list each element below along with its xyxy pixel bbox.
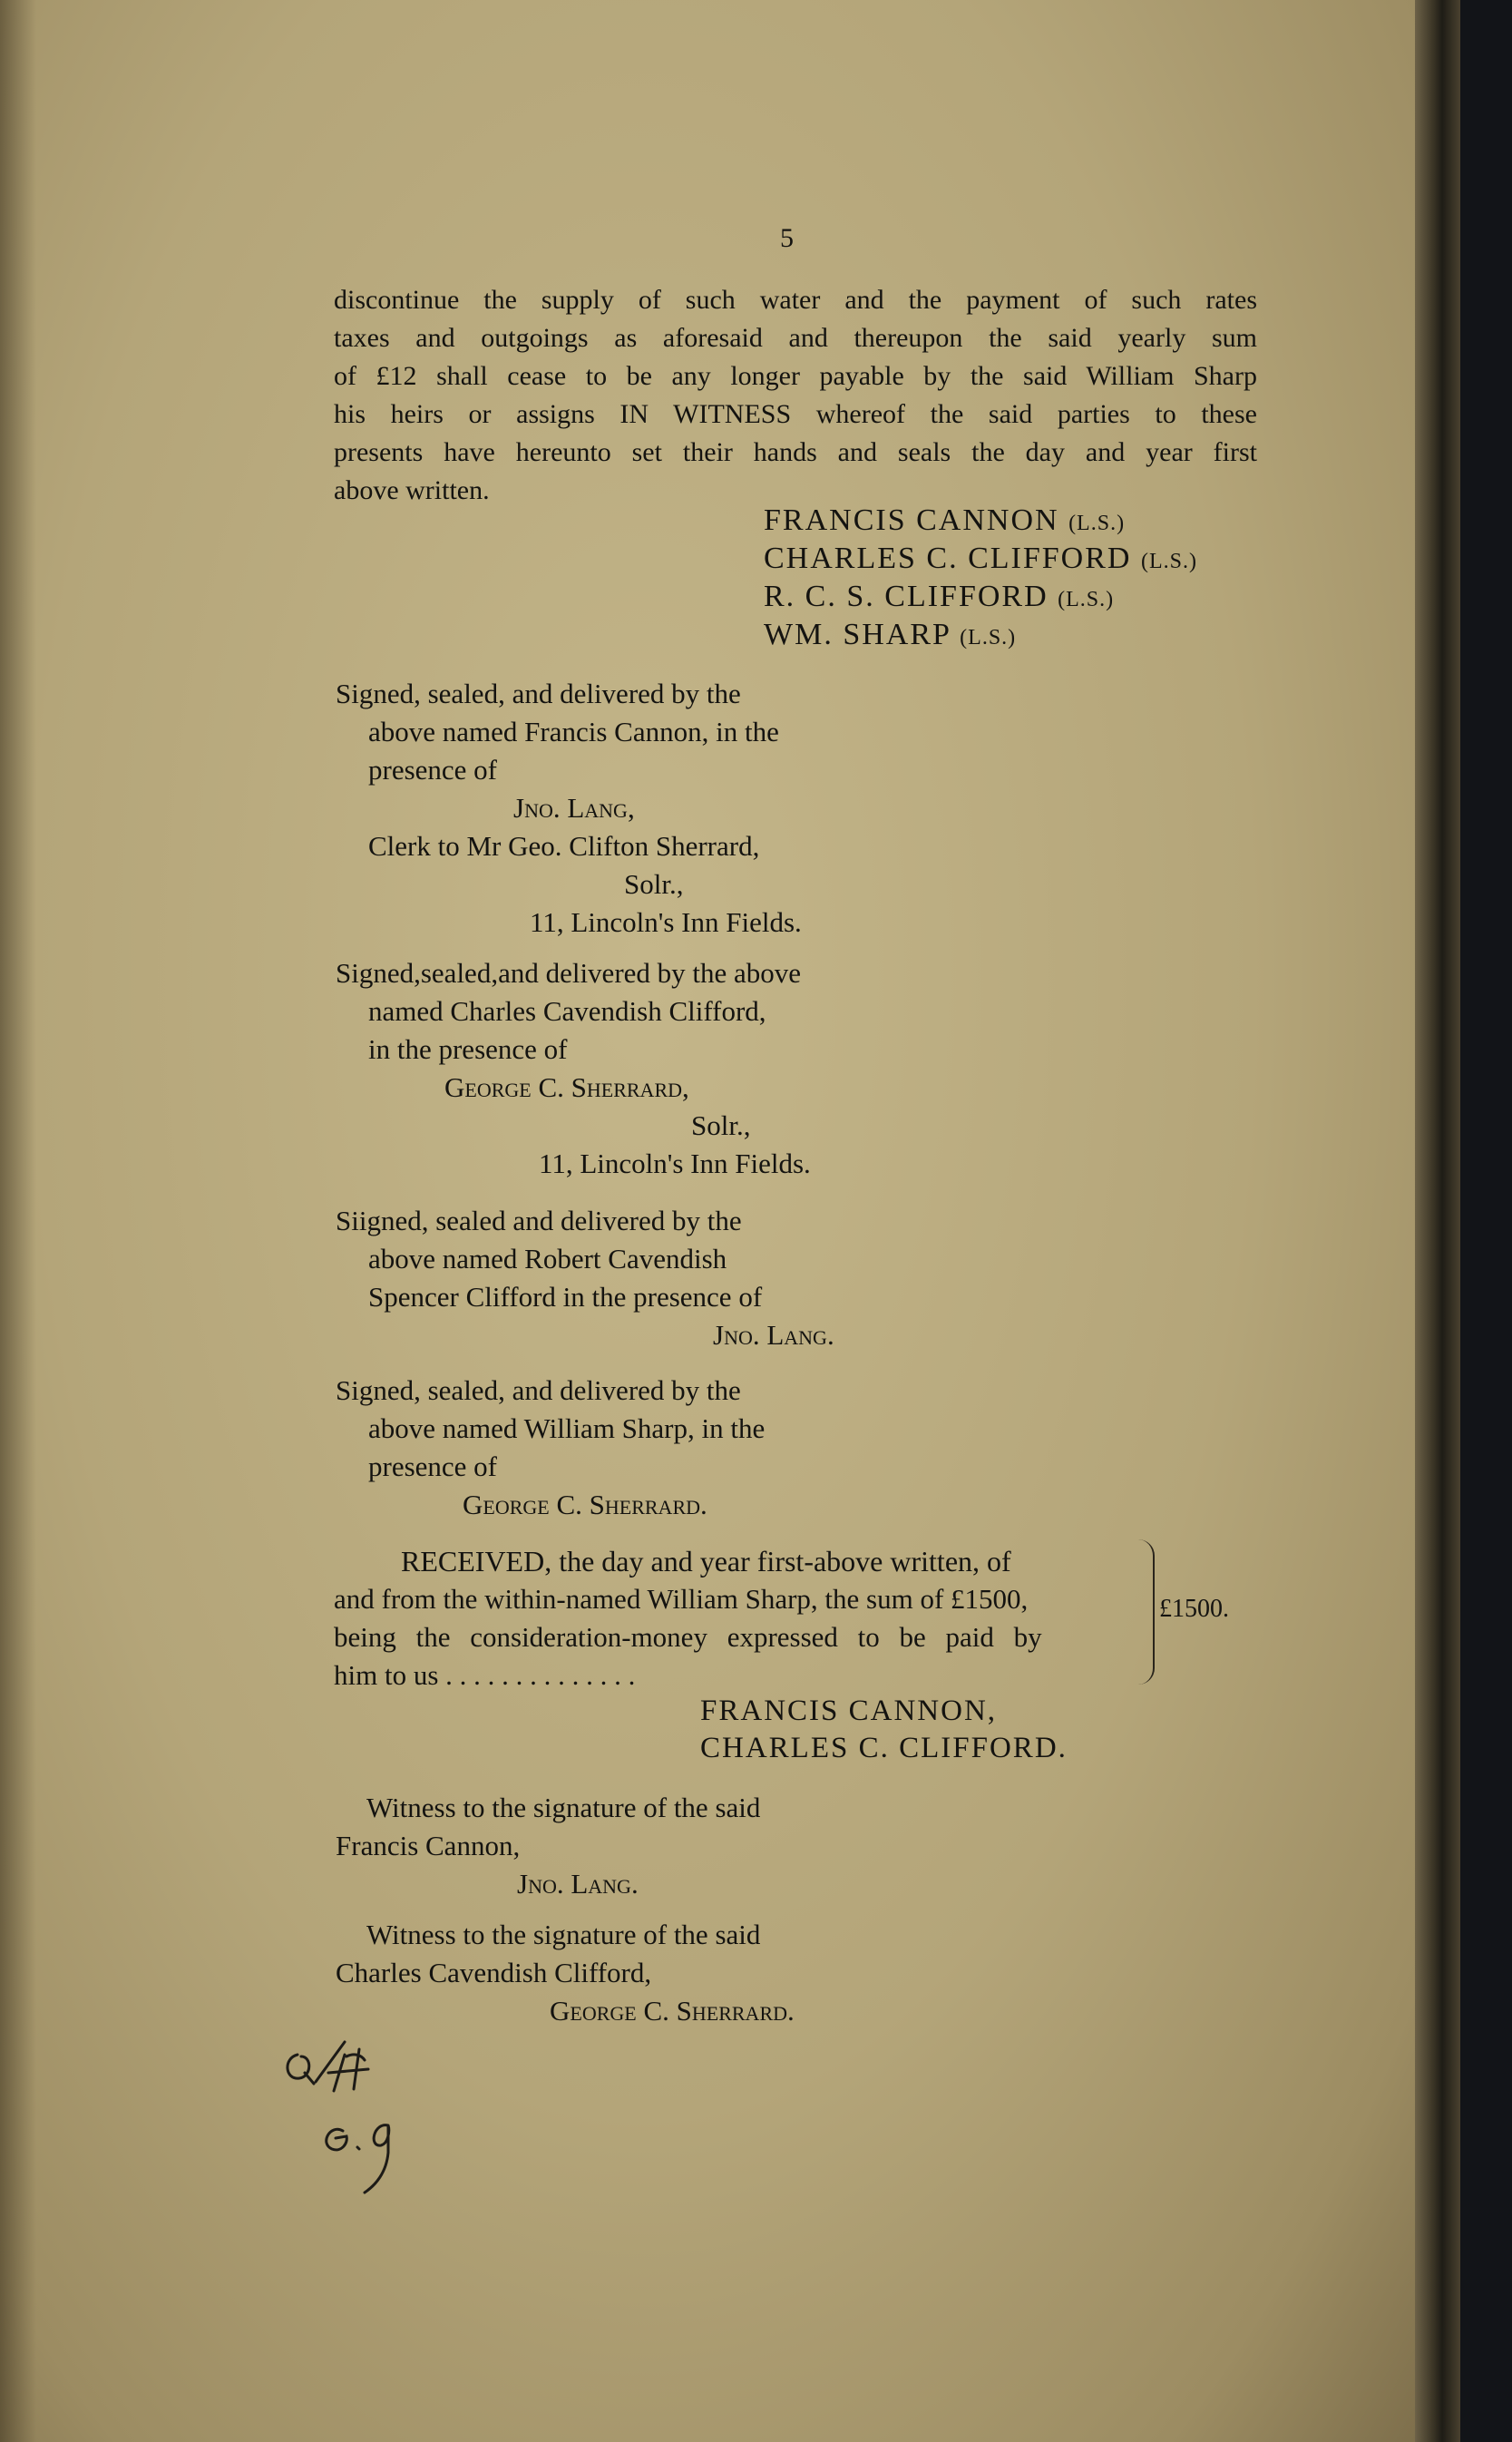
witness-title: Solr., — [624, 868, 684, 900]
witness-line: Francis Cannon, — [336, 1830, 521, 1861]
witness-address: 11, Lincoln's Inn Fields. — [539, 1148, 811, 1179]
paragraph-line: presents have hereunto set their hands and seals the day and year first — [334, 437, 1257, 467]
witness-address: 11, Lincoln's Inn Fields. — [530, 906, 802, 938]
seal-signature — [764, 618, 1016, 652]
witness-title: Solr., — [691, 1109, 751, 1141]
attestation-line: above named William Sharp, in the — [368, 1412, 766, 1444]
paragraph-line: discontinue the supply of such water and the payment of such rates — [334, 285, 1257, 315]
attestation-clause — [336, 1372, 765, 1524]
witness-name: Jno. Lang. — [517, 1868, 639, 1900]
attestation-line: Signed, sealed, and delivered by the — [336, 1374, 741, 1406]
seal-mark: (L.S.) — [1140, 550, 1197, 573]
seal-mark: (L.S.) — [960, 626, 1017, 650]
receipt-amount: £1500. — [1159, 1595, 1229, 1623]
seal-mark: (L.S.) — [1068, 512, 1126, 535]
page-left-shadow — [0, 0, 36, 2442]
seal-signature — [764, 542, 1197, 576]
attestation-line: named Charles Cavendish Clifford, — [368, 995, 766, 1027]
signature-witness — [336, 1916, 795, 2030]
seal-signature — [764, 580, 1114, 614]
signature-witness — [336, 1789, 760, 1903]
witness-line: Witness to the signature of the said — [366, 1919, 761, 1950]
page-number: 5 — [780, 223, 794, 253]
witness-line: Witness to the signature of the said — [366, 1792, 761, 1823]
paragraph-line: of £12 shall cease to be any longer payable by the said William Sharp — [334, 361, 1257, 391]
seal-mark: (L.S.) — [1058, 588, 1115, 611]
paragraph-line: above written. — [334, 475, 490, 505]
attestation-clause — [336, 1202, 834, 1354]
attestation-line: Signed,sealed,and delivered by the above — [336, 957, 802, 989]
witness-line: Charles Cavendish Clifford, — [336, 1957, 652, 1988]
receipt-line: RECEIVED, the day and year first-above written, of — [401, 1545, 1011, 1578]
book-spine — [1460, 0, 1512, 2442]
attestation-line: Siigned, sealed and delivered by the — [336, 1205, 742, 1236]
witness-name: George C. Sherrard. — [550, 1995, 795, 2027]
receipt-brace — [1136, 1539, 1155, 1685]
signature-name: R. C. S. CLIFFORD — [764, 580, 1049, 613]
attestation-line: above named Francis Cannon, in the — [368, 716, 779, 747]
signature-name: WM. SHARP — [764, 618, 951, 651]
signature-name: FRANCIS CANNON — [764, 503, 1059, 537]
witness-name: Jno. Lang, — [513, 792, 635, 824]
receipt-signatory: FRANCIS CANNON, — [700, 1695, 998, 1727]
attestation-line: above named Robert Cavendish — [368, 1243, 727, 1275]
handwritten-notation — [281, 2037, 426, 2200]
witness-name: Jno. Lang. — [713, 1319, 834, 1351]
paragraph-line: taxes and outgoings as aforesaid and thereupon the said yearly sum — [334, 323, 1257, 353]
signature-name: CHARLES C. CLIFFORD — [764, 542, 1132, 575]
attestation-clause — [336, 954, 811, 1183]
receipt-line: him to us . . . . . . . . . . . . . . — [334, 1659, 636, 1691]
attestation-line: Spencer Clifford in the presence of — [368, 1281, 763, 1313]
attestation-line: presence of — [368, 1451, 497, 1482]
receipt-line: being the consideration-money expressed to be paid by — [334, 1621, 1042, 1653]
receipt-line: and from the within-named William Sharp, the sum of £1500, — [334, 1583, 1029, 1615]
attestation-line: in the presence of — [368, 1033, 568, 1065]
witness-name: George C. Sherrard. — [463, 1489, 707, 1520]
receipt-signatory: CHARLES C. CLIFFORD. — [700, 1732, 1068, 1764]
witness-name: George C. Sherrard, — [444, 1071, 689, 1103]
closing-paragraph — [334, 281, 1257, 510]
witness-clerk: Clerk to Mr Geo. Clifton Sherrard, — [368, 830, 760, 862]
receipt-clause — [334, 1542, 1042, 1695]
page-edges — [1415, 0, 1460, 2442]
attestation-line: presence of — [368, 754, 497, 786]
attestation-clause — [336, 675, 802, 942]
seal-signature — [764, 503, 1125, 538]
attestation-line: Signed, sealed, and delivered by the — [336, 678, 741, 709]
paragraph-line: his heirs or assigns IN WITNESS whereof the said parties to these — [334, 399, 1257, 429]
